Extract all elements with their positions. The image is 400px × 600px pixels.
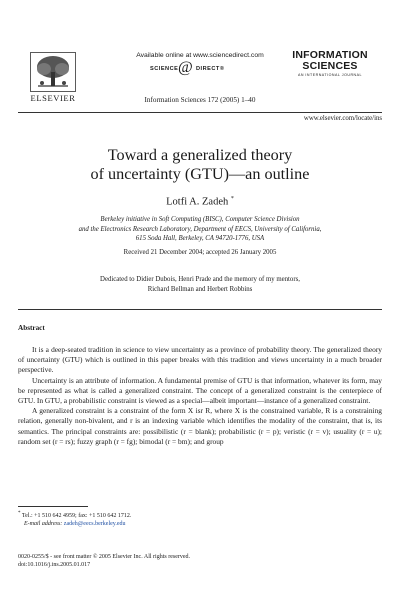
abstract-body [18,345,382,447]
affiliation [0,215,400,244]
title-line-1: Toward a generalized theory [107,146,293,164]
journal-logo-subtitle: AN INTERNATIONAL JOURNAL [297,73,363,77]
dedication-line-2: Richard Bellman and Herbert Robbins [147,285,253,293]
affiliation-line-2: and the Electronics Research Laboratory, Department of EECS, University of California, [78,225,322,233]
article-title [0,146,400,184]
author-line [0,196,400,208]
abstract-paragraph: Uncertainty is an attribute of information. A fundamental premise of GTU is that information, whatever its form, may be represented as what is called a generalized constraint. The concept of a generalized constraint is the centerpiece of GTU. In GTU, a probabilistic constraint is viewed as a special—albeit important—instance of a generalized constraint. [18,375,382,406]
dedication-line-1: Dedicated to Didier Dubois, Henri Prade and the memory of my mentors, [100,276,300,283]
abstract-heading: Abstract [18,324,45,332]
abstract-paragraph: It is a deep-seated tradition in science to view uncertainty as a province of probability theory. The generalized theory of uncertainty (GTU) which is outlined in this paper breaks with this tradition and views uncertainty in a much broader perspective. [18,345,382,375]
article-dates: Received 21 December 2004; accepted 26 January 2005 [123,249,277,256]
journal-reference: Information Sciences 172 (2005) 1–40 [144,96,256,104]
abstract-divider [18,309,382,310]
doi-text[interactable]: doi:10.1016/j.ins.2005.01.017 [18,562,91,569]
copyright-block [18,553,382,570]
title-line-2: of uncertainty (GTU)—an outline [90,165,310,183]
email-label: E-mail address: [24,521,63,527]
footnote-divider [18,506,88,507]
footnote-contact [18,510,382,520]
affiliation-line-1: Berkeley initiative in Soft Computing (BISC), Computer Science Division [100,216,300,223]
sciencedirect-logo-left: SCIENCE [150,66,179,72]
footnote-tel-fax: Tel.: +1 510 642 4959; fax: +1 510 642 1712. [21,513,132,519]
footnote [18,510,382,528]
author-footnote-mark[interactable]: * [230,196,234,202]
journal-homepage-link[interactable]: www.elsevier.com/locate/ins [303,115,382,122]
sciencedirect-at-icon: @ [178,59,193,76]
author-name: Lotfi A. Zadeh [166,196,229,208]
dedication [0,275,400,294]
copyright-text: 0020-0255/$ - see front matter © 2005 Elsevier Inc. All rights reserved. [18,554,191,560]
journal-logo-line1: INFORMATION [292,49,368,61]
email-link[interactable]: zadeh@eecs.berkeley.edu [63,521,126,527]
available-online-text: Available online at www.sciencedirect.com [136,52,264,59]
journal-logo-line2: SCIENCES [302,60,358,72]
affiliation-line-3: 615 Soda Hall, Berkeley, CA 94720-1776, USA [135,235,265,242]
footnote-email-row [18,520,382,528]
footnote-mark: * [18,511,21,516]
sciencedirect-logo-right: DIRECT® [196,66,225,72]
abstract-paragraph: A generalized constraint is a constraint of the form X isr R, where X is the constrained variable, R is a constraining relation, generally non-bivalent, and r is an indexing variable which identifies the modality of the constraint, that is, its semantics. The principal constraints are: possibilistic (r = blank); probabilistic (r = p); veristic (r = v); usuality (r = u); random set (r = rs); fuzzy graph (r = fg); bimodal (r = bm); and group [18,406,382,446]
header-divider [18,112,382,113]
publisher-name: ELSEVIER [30,93,76,103]
journal-logo [280,50,380,77]
